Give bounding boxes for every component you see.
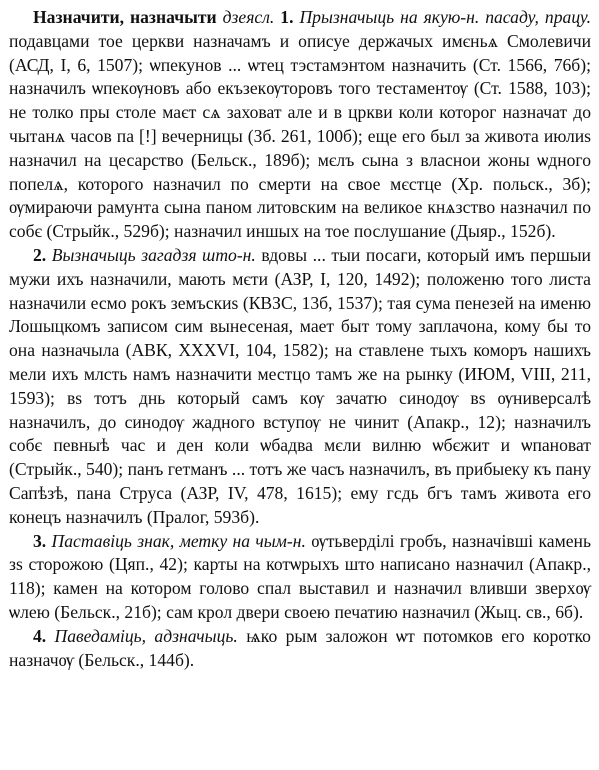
sense-number-3: 3. xyxy=(33,530,47,551)
grammar-label: дзеясл. xyxy=(222,7,275,27)
sense-number-1: 1. xyxy=(280,7,294,27)
headword: Назначити, назначыти xyxy=(33,7,217,27)
sense-gloss-1: Прызначыць на якую-н. пасаду, працу. xyxy=(299,7,591,27)
sense-citations-4: ѩко рым заложон ѡт потомков его коротко назначѹ (Бельск., 144б). xyxy=(9,625,591,670)
sense-number-4: 4. xyxy=(33,625,47,646)
sense-gloss-2: Вызначыць загадзя што-н. xyxy=(51,244,256,265)
sense-citations-1: подавцами тое церкви назначамъ и описуе держачых имєньѧ Смолевичи (АСД, I, 6, 1507); ѡпекунов ... ѡтец тэстамэнтом назначить (Ст. 1566, 76б); назначилъ ѡпекѹновъ або екъзекѹторовъ того тестаментѹ (Ст. 1588, 103); не толко пры столе маєт сѧ заховат але и в цркви коли которог назначат до чытанѧ часов па [!] вечерницы (Зб. 261, 100б); еще его был за живота июлиs назначил на цесарство (Бельск., 189б); мєлъ сына з власнои жоны ѡдного попелѧ, которого назначил по смерти на свое мєстце (Хр. польск., 3б); ѹмираючи рамунта сына паном литовским на великое кнѧзство назначил по собє (Стрыйк., 529б); назначил иншых на тое послушание (Дыяр., 152б). xyxy=(9,30,591,242)
sense-citations-2: вдовы ... тыи посаги, который имъ першыи мужи ихъ назначили, мають мєти (АЗР, I, 120, 1492); положеню того листа назначили есмо рокъ земъскиs (КВЗС, 13б, 1537); тая сума пенезей на именю Лошыцкомъ записом сим вынесеная, мает быт тому заплачона, кому бы то она назначыла (АВК, XXXVI, 104, 1582); на ставлене тыхъ коморъ нашихъ мели ихъ млсть намъ назначити местцо тамъ же на рынку (ИЮМ, VIII, 211, 1593); вs тотъ днь который самъ кѹ зачатю синодѹ вs ѹниверсалѣ назначилъ, до синодѹ жадного вступѹ не чинит (Апакр., 12); назначилъ собє певныѣ час и ден коли ѡбадва мєли вилню ѡбєжит и ѡпановат (Стрыйк., 540); панъ гетманъ ... тотъ же часъ назначилъ, въ прибыеку къ пану Сапѣзѣ, пана Струса (АЗР, IV, 478, 1615); ему гсдь бгъ тамъ живота его конецъ назначилъ (Пралог, 593б). xyxy=(9,244,592,527)
sense-2-paragraph xyxy=(9,244,591,530)
sense-gloss-4: Паведаміць, адзначыць. xyxy=(54,625,238,646)
sense-citations-3: ѹтьверділі гробъ, назначівші камень зs сторожою (Цяп., 42); карты на котѡрыхъ што написано назначил (Апакр., 118); камен на котором голово спал выставил и назначил вливши зверхѹ ѡлею (Бельск., 21б); сам крол двери своею печатию назначил (Жыц. св., 6б). xyxy=(9,530,591,622)
sense-gloss-3: Паставіць знак, метку на чым-н. xyxy=(51,530,306,551)
sense-number-2: 2. xyxy=(33,244,47,265)
sense-3-paragraph xyxy=(9,530,591,625)
sense-4-paragraph xyxy=(9,625,591,673)
sense-1-paragraph xyxy=(9,6,591,244)
